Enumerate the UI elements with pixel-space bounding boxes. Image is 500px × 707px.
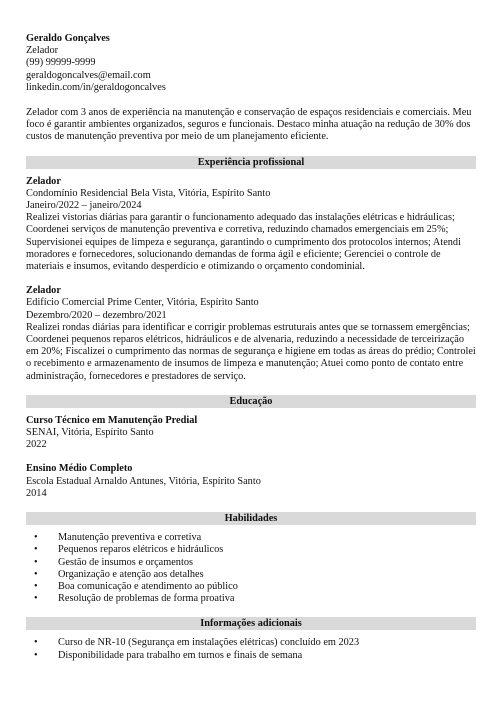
course-title: Ensino Médio Completo xyxy=(26,463,133,475)
experience-list xyxy=(26,176,476,383)
skill-item xyxy=(34,544,476,556)
institution: SENAI, Vitória, Espírito Santo xyxy=(26,427,154,439)
skill-label: Gestão de insumos e orçamentos xyxy=(58,556,193,568)
job-description: Realizei rondas diárias para identificar e corrigir problemas estruturais antes que se tornassem emergências; Coordenei pequenos reparos elétricos, hidráulicos e de alvenaria, reduzindo a necessidade de terceirização em 20%; Fiscalizei o cumprimento das normas de segurança e higiene em todas as áreas do prédio; Controlei o recebimento e armazenamento de insumos de limpeza e manutenção; Atuei como ponto de contato entre administração, fornecedores e prestadores de serviço. xyxy=(26,321,476,382)
linkedin-url: linkedin.com/in/geraldogoncalves xyxy=(26,81,166,93)
section-heading-additional-info: Informações adicionais xyxy=(26,617,476,630)
skill-label: Boa comunicação e atendimento ao público xyxy=(58,580,238,592)
job-company: Condomínio Residencial Bela Vista, Vitória, Espírito Santo xyxy=(26,187,271,199)
education-list xyxy=(26,415,476,500)
section-heading-education: Educação xyxy=(26,395,476,408)
skill-item xyxy=(34,532,476,544)
additional-info-item xyxy=(34,649,476,662)
job-period: Janeiro/2022 – janeiro/2024 xyxy=(26,200,142,212)
bullet-icon: • xyxy=(34,649,38,661)
job-entry xyxy=(26,285,476,383)
skill-item xyxy=(34,593,476,605)
graduation-year: 2022 xyxy=(26,439,47,451)
bullet-icon: • xyxy=(34,580,38,592)
bullet-icon: • xyxy=(34,544,38,556)
professional-summary: Zelador com 3 anos de experiência na manutenção e conservação de espaços residenciais e comerciais. Meu foco é garantir ambientes organizados, seguros e funcionais. Destaco minha atuação na redução de 30% dos custos de manutenção preventiva por meio de um planejamento eficiente. xyxy=(26,107,472,143)
job-company: Edifício Comercial Prime Center, Vitória, Espírito Santo xyxy=(26,297,259,309)
bullet-icon: • xyxy=(34,637,38,649)
institution: Escola Estadual Arnaldo Antunes, Vitória, Espírito Santo xyxy=(26,475,261,487)
phone-number: (99) 99999-9999 xyxy=(26,57,96,69)
candidate-name: Geraldo Gonçalves xyxy=(26,33,110,44)
skill-label: Manutenção preventiva e corretiva xyxy=(58,532,202,544)
section-heading-skills: Habilidades xyxy=(26,512,476,525)
bullet-icon: • xyxy=(34,532,38,544)
education-entry xyxy=(26,415,476,452)
bullet-icon: • xyxy=(34,593,38,605)
bullet-icon: • xyxy=(34,556,38,568)
contact-block xyxy=(26,33,476,94)
job-description: Realizei vistorias diárias para garantir o funcionamento adequado das instalações elétricas e hidráulicas; Coordenei serviços de manutenção preventiva e corretiva, reduzindo chamados emergenciais em 25%; Supervisionei equipes de limpeza e segurança, garantindo o cumprimento dos protocolos internos; Atendi moradores e fornecedores, solucionando demandas de forma ágil e eficiente; Gerenciei o controle de materiais e insumos, evitando desperdício e otimizando o orçamento condominial. xyxy=(26,212,461,273)
skill-label: Resolução de problemas de forma proativa xyxy=(58,593,235,605)
skill-item xyxy=(34,580,476,593)
education-entry xyxy=(26,463,476,500)
skills-list xyxy=(26,532,476,605)
candidate-role: Zelador xyxy=(26,45,59,57)
job-period: Dezembro/2020 – dezembro/2021 xyxy=(26,309,167,321)
additional-info-item xyxy=(34,637,476,649)
skill-label: Organização e atenção aos detalhes xyxy=(58,568,204,580)
additional-info-label: Disponibilidade para trabalho em turnos e finais de semana xyxy=(58,649,303,661)
skill-item xyxy=(34,568,476,581)
skill-item xyxy=(34,556,476,569)
skill-label: Pequenos reparos elétricos e hidráulicos xyxy=(58,544,224,556)
course-title: Curso Técnico em Manutenção Predial xyxy=(26,414,198,426)
job-entry xyxy=(26,176,476,274)
job-title: Zelador xyxy=(26,175,61,187)
additional-info-label: Curso de NR-10 (Segurança em instalações elétricas) concluído em 2023 xyxy=(58,637,360,649)
bullet-icon: • xyxy=(34,568,38,580)
section-heading-experience: Experiência profissional xyxy=(26,156,476,169)
email-address: geraldogoncalves@email.com xyxy=(26,69,151,81)
graduation-year: 2014 xyxy=(26,487,47,499)
additional-info-list xyxy=(26,637,476,661)
job-title: Zelador xyxy=(26,285,61,297)
